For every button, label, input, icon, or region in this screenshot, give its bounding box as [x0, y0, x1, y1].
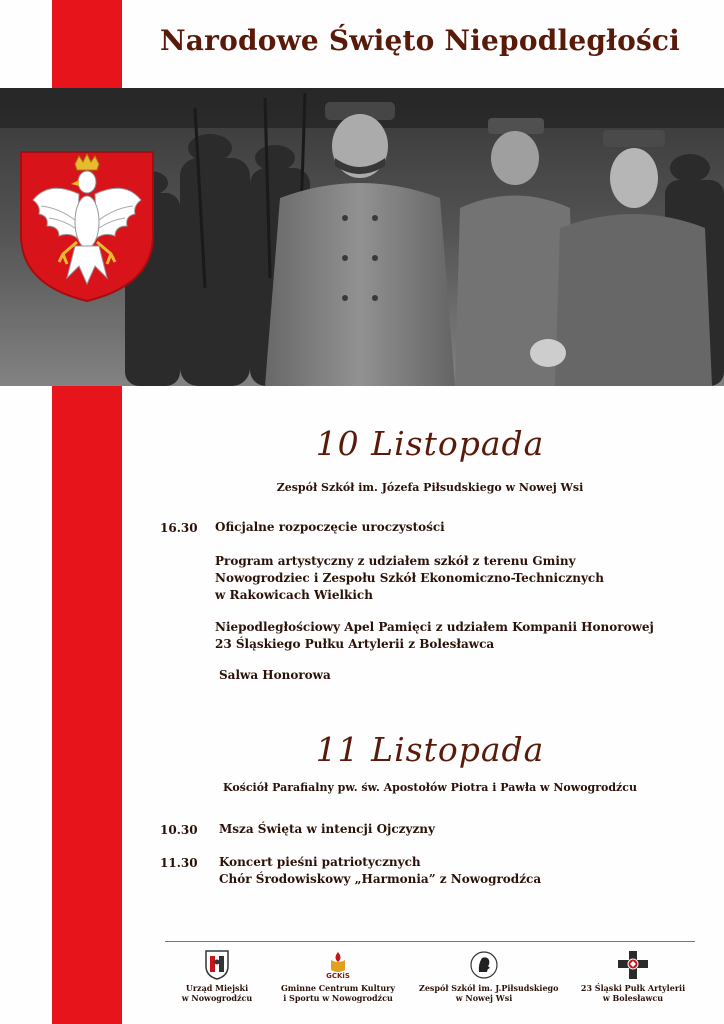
day1-venue: Zespół Szkół im. Józefa Piłsudskiego w Nowej Wsi [276, 481, 584, 494]
sponsor-4-label [568, 983, 698, 1003]
white-eagle-coat-of-arms-icon [19, 150, 155, 303]
sponsor-1-line-2: w Nowogrodźcu [181, 993, 253, 1003]
sponsor-urzad-miejski [152, 950, 282, 1003]
day2-time-1: 10.30 [160, 823, 198, 837]
sponsor-4-line-1: 23 Śląski Pułk Artylerii [580, 983, 686, 993]
day1-item-4 [219, 667, 331, 684]
gckis-logo-text: GCKiS [326, 972, 350, 980]
sponsor-23-pulk [568, 950, 698, 1003]
sponsor-2-line-1: Gminne Centrum Kultury [280, 983, 396, 993]
day1-item-2-line-2: Nowogrodziec i Zespołu Szkół Ekonomiczno-Technicznych [215, 571, 604, 585]
sponsor-gckis [273, 950, 403, 1003]
sponsor-2-line-2: i Sportu w Nowogrodźcu [283, 993, 393, 1003]
sponsor-4-line-2: w Bolesławcu [602, 993, 664, 1003]
footer-divider [165, 941, 695, 942]
sponsor-3-line-1: Zespół Szkół im. J.Piłsudskiego [419, 983, 559, 993]
page-title: Narodowe Święto Niepodległości [160, 24, 681, 57]
sponsor-3-line-2: w Nowej Wsi [455, 993, 513, 1003]
day2-item-2 [219, 854, 541, 888]
day2-title: 11 Listopada [315, 730, 545, 769]
day2-time-2: 11.30 [160, 856, 198, 870]
day1-item-2-line-1: Program artystyczny z udziałem szkół z terenu Gminy [215, 554, 576, 568]
day1-item-3 [215, 619, 654, 653]
day2-item-1-line-1: Msza Święta w intencji Ojczyzny [219, 822, 435, 836]
day1-item-1 [215, 519, 445, 536]
day2-item-2-line-2: Chór Środowiskowy „Harmonia” z Nowogrodźca [219, 872, 542, 886]
day2-venue: Kościół Parafialny pw. św. Apostołów Piotra i Pawła w Nowogrodźcu [223, 781, 637, 794]
day1-item-3-line-2: 23 Śląskiego Pułku Artylerii z Bolesławca [215, 637, 495, 651]
day1-item-3-line-1: Niepodległościowy Apel Pamięci z udziałem Kompanii Honorowej [215, 620, 654, 634]
day1-item-2 [215, 553, 604, 604]
gckis-logo-icon [323, 950, 353, 980]
day1-time: 16.30 [160, 521, 198, 535]
day1-item-2-line-3: w Rakowicach Wielkich [215, 588, 373, 602]
sponsor-1-label [152, 983, 282, 1003]
day2-item-1 [219, 821, 435, 838]
school-profile-logo-icon [470, 950, 498, 980]
day1-item-4-line-1: Salwa Honorowa [219, 668, 331, 682]
sponsor-2-label [273, 983, 403, 1003]
day2-item-2-line-1: Koncert pieśni patriotycznych [219, 855, 421, 869]
artillery-regiment-cross-icon [617, 950, 649, 980]
sponsor-3-label [419, 983, 559, 1003]
sponsor-zespol-szkol [419, 950, 559, 1003]
emblem [19, 150, 155, 303]
sponsor-1-line-1: Urząd Miejski [185, 983, 249, 993]
day1-title: 10 Listopada [315, 424, 545, 463]
day1-item-1-line-1: Oficjalne rozpoczęcie uroczystości [215, 520, 445, 534]
town-hall-coat-of-arms-icon [205, 950, 229, 980]
